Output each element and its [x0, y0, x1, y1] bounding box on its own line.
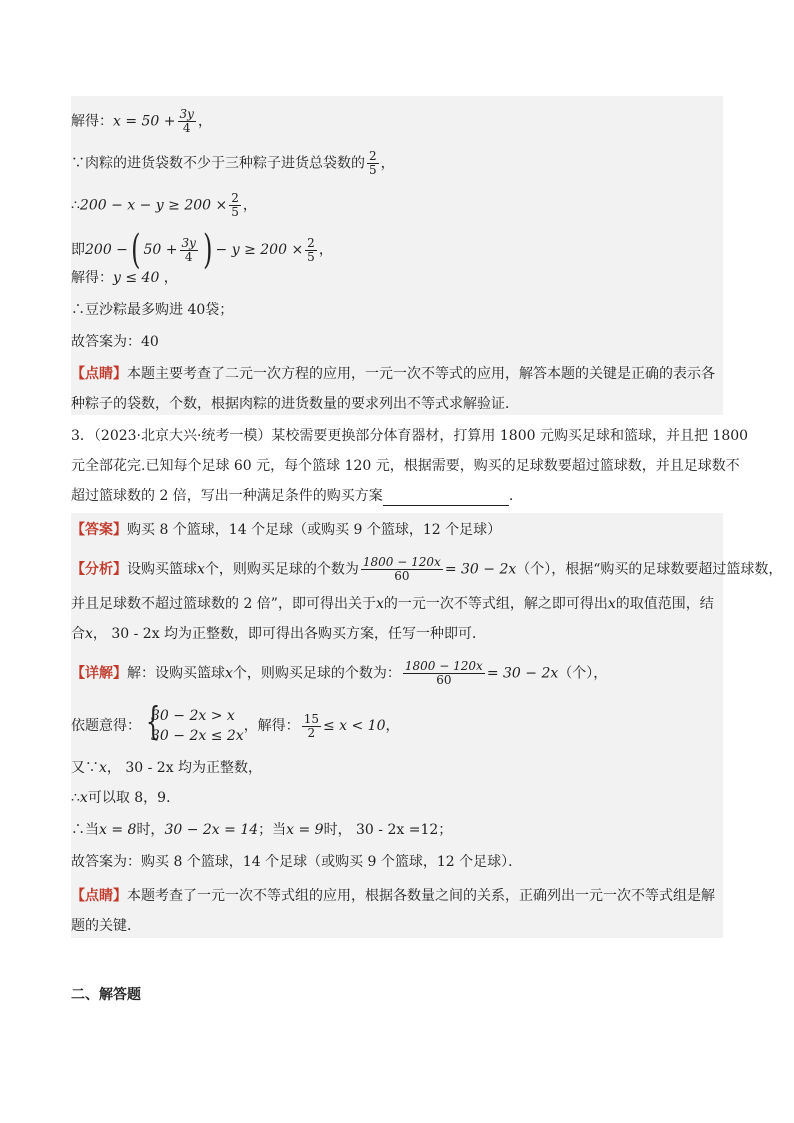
- inequality-line: ∴200 − x − y ≥ 200 × $\frac{2}{5}$ ，: [71, 191, 257, 219]
- question-3-line-1: 3．（2023·北京大兴·统考一模）某校需要更换部分体育器材，打算用 1800 元购买足球和篮球，并且把 1800: [71, 428, 749, 444]
- solve-y-line: 解得：y ≤ 40 ，: [71, 270, 178, 286]
- note-q3-line-1: 【点睛】本题考查了一元一次不等式组的应用，根据各数量之间的关系，正确列出一元一次不等式组是解: [71, 888, 715, 904]
- section-heading: 二、解答题: [71, 987, 141, 1003]
- detail-line-5: ∴当x = 8时，30 − 2x = 14；当x = 9时， 30 - 2x =12；: [71, 822, 453, 838]
- analysis-line-1: 【分析】设购买篮球x个，则购买足球的个数为 $\frac{1800 - 120x}{60}$ = 30 − 2x（个），根据“购买的足球数要超过篮球数，: [71, 555, 783, 583]
- note-line-2: 种粽子的袋数，个数，根据肉粽的进货数量的要求列出不等式求解验证．: [71, 396, 519, 412]
- fraction-3y-over-4: $\frac{3y}{4}$: [179, 107, 194, 135]
- inequality-system: { 30 − 2x > x 30 − 2x ≤ 2x: [145, 699, 244, 744]
- condition-line: ∵肉粽的进货袋数不少于三种粽子进货总袋数的 $\frac{2}{5}$ ，: [71, 149, 395, 177]
- tag-note: 【点睛】: [71, 366, 127, 382]
- tag-analysis: 【分析】: [71, 561, 127, 578]
- detail-line-1: 【详解】解：设购买篮球x个，则购买足球的个数为： $\frac{1800 - 120x}{60}$ = 30 − 2x（个），: [71, 659, 608, 687]
- answer-line: 【答案】购买 8 个篮球，14 个足球（或购买 9 个篮球，12 个足球）: [71, 522, 502, 538]
- tag-answer: 【答案】: [71, 522, 127, 538]
- substituted-inequality-line: 即200 −( 50 + $\frac{3y}{4}$ ) − y ≥ 200 × $\frac{2}{5}$ ，: [71, 227, 333, 273]
- answer-blank: [383, 491, 509, 506]
- note-line-1: 【点睛】本题主要考查了二元一次方程的应用，一元一次不等式的应用，解答本题的关键是正确的表示各: [71, 366, 715, 382]
- tag-detail: 【详解】: [71, 665, 127, 682]
- detail-line-6: 故答案为：购买 8 个篮球，14 个足球（或购买 9 个篮球，12 个足球）．: [71, 854, 523, 870]
- solve-x-line: 解得：x = 50 + $\frac{3y}{4}$ ，: [71, 107, 212, 135]
- note-q3-line-2: 题的关键．: [71, 918, 141, 934]
- answer-line: 故答案为：40: [71, 334, 159, 350]
- fraction-2-over-5: $\frac{2}{5}$: [369, 149, 377, 177]
- question-3-line-3: 超过篮球数的 2 倍，写出一种满足条件的购买方案 .: [71, 488, 514, 504]
- detail-line-4: ∴x可以取 8，9．: [71, 790, 181, 806]
- analysis-line-2: 并且足球数不超过篮球数的 2 倍”，即可得出关于x的一元一次不等式组，解之即可得出x的取值范围，结: [71, 596, 714, 612]
- tag-note-q3: 【点睛】: [71, 888, 127, 904]
- detail-system-line: 依题意得： { 30 − 2x > x 30 − 2x ≤ 2x ，解得： $\frac{15}{2}$ ≤ x < 10，: [71, 699, 400, 744]
- conclusion-line: ∴豆沙粽最多购进 40袋；: [71, 302, 234, 318]
- analysis-line-3: 合x， 30 - 2x 均为正整数，即可得出各购买方案，任写一种即可．: [71, 626, 487, 642]
- detail-line-3: 又∵x， 30 - 2x 均为正整数，: [71, 760, 263, 776]
- question-3-line-2: 元全部花完.已知每个足球 60 元，每个篮球 120 元，根据需要，购买的足球数要超过篮球数，并且足球数不: [71, 458, 740, 474]
